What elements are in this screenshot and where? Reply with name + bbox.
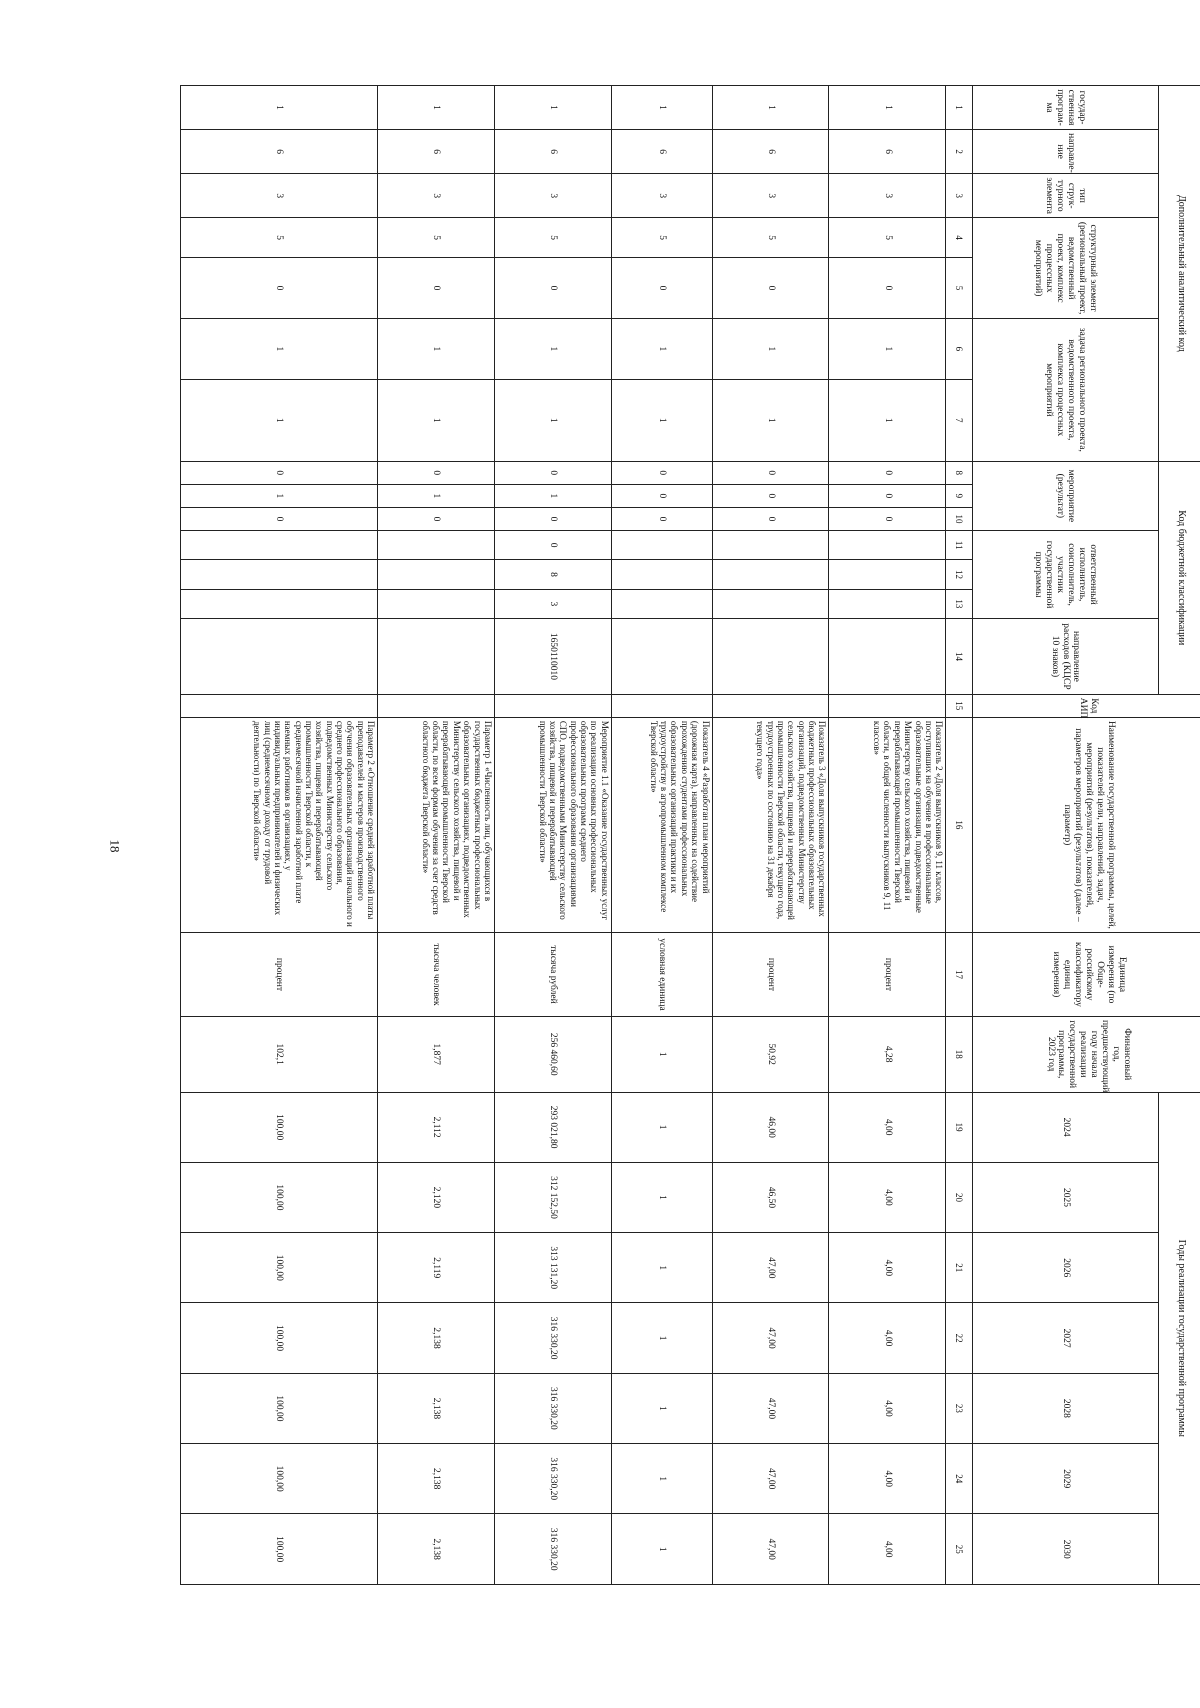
code-cell: 1 [829,318,946,379]
code-cell [181,560,378,589]
column-number: 10 [946,507,972,530]
code-cell: 1 [378,379,495,461]
code-cell: 0 [829,507,946,530]
code-cell [378,560,495,589]
code-cell: 6 [181,130,378,174]
year-value: 1 [611,1514,712,1585]
column-number: 21 [946,1233,972,1303]
unit-cell: тысяча человек [378,933,495,1017]
year-value: 4,00 [829,1303,946,1373]
header-program: государ-ственная програм-ма [972,86,1158,130]
code-cell: 3 [829,174,946,218]
unit-cell: процент [712,933,829,1017]
code-cell: 3 [611,174,712,218]
column-number: 25 [946,1514,972,1585]
code-cell [181,694,378,717]
code-cell: 1 [611,379,712,461]
code-cell: 0 [712,507,829,530]
code-cell [829,589,946,618]
indicator-name: Показатель 4 «Разработан план мероприятий (дорожная карта), направленных на содействие прохождению студентами профессиональных образовательных организаций практики и их трудоустройству в агропромышленном комплексе Тверской области» [611,717,712,932]
code-cell: 1 [181,379,378,461]
year-value: 2,138 [378,1303,495,1373]
code-cell [494,694,611,717]
code-cell: 6 [611,130,712,174]
indicator-name: Мероприятие 1.1 «Оказание государственных услуг по реализации основных профессиональных образовательных программ среднего профессионального образования организациями СПО, подведомственными Министерству сельского хозяйства, пищевой и перерабатывающей промышленности Тверской области» [494,717,611,932]
code-cell: 1 [494,318,611,379]
column-number: 6 [946,318,972,379]
header-task: задача регионального проекта, ведомственного проекта, комплекса процессных мероприятий [972,318,1158,461]
code-cell: 5 [181,218,378,258]
code-cell [181,589,378,618]
table-row [712,86,829,1585]
year-value: 2,138 [378,1514,495,1585]
year-value: 47,00 [712,1514,829,1585]
year-value: 4,00 [829,1444,946,1514]
year-value: 2,120 [378,1162,495,1232]
code-cell: 6 [712,130,829,174]
year-value: 46,00 [712,1092,829,1162]
column-number: 3 [946,174,972,218]
code-cell [378,589,495,618]
header-year: 2028 [972,1373,1158,1443]
column-number: 15 [946,694,972,717]
base-value: 50,92 [712,1016,829,1092]
indicator-name: Параметр 1 «Численность лиц, обучающихся в государственных бюджетных профессиональных образовательных организациях, подведомственных Министерству сельского хозяйства, пищевой и перерабатывающей промышленности Тверской области, по всем формам обучения за счет средств областного бюджета Тверской области» [378,717,495,932]
column-number: 9 [946,484,972,507]
code-cell: 5 [611,218,712,258]
column-number: 17 [946,933,972,1017]
header-year: 2030 [972,1514,1158,1585]
column-number: 16 [946,717,972,932]
code-cell: 0 [494,507,611,530]
year-value: 47,00 [712,1444,829,1514]
code-cell: 1 [829,379,946,461]
column-number: 11 [946,530,972,559]
code-cell: 1 [181,318,378,379]
header-unit: Единица измерения (по Обще-российскому классификатору единиц измерения) [972,933,1200,1017]
header-row-1 [1158,86,1200,1585]
year-value: 316 330,20 [494,1514,611,1585]
year-value: 100,00 [181,1514,378,1585]
table-row [181,86,378,1585]
column-number: 24 [946,1444,972,1514]
year-value: 4,00 [829,1373,946,1443]
code-cell [712,560,829,589]
column-number: 18 [946,1016,972,1092]
year-value: 2,112 [378,1092,495,1162]
code-cell [829,619,946,695]
header-base-year: Финансовый год, предшествующий году начала реализации государственной программы, 2023 год [972,1016,1200,1092]
code-cell: 0 [181,258,378,319]
document-page-rotated [180,85,1200,1585]
header-measure: мероприятие (результат) [972,461,1158,530]
code-cell: 0 [829,258,946,319]
column-number: 4 [946,218,972,258]
page-number: 18 [107,839,123,853]
year-value: 1 [611,1092,712,1162]
code-cell: 1 [611,86,712,130]
code-cell: 0 [611,461,712,484]
column-number: 12 [946,560,972,589]
code-cell: 1 [181,484,378,507]
code-cell [611,589,712,618]
code-cell: 1 [712,318,829,379]
year-value: 2,138 [378,1373,495,1443]
code-cell [712,694,829,717]
code-cell [829,560,946,589]
code-cell: 5 [712,218,829,258]
code-cell [378,694,495,717]
column-number-row [946,86,972,1585]
column-number: 5 [946,258,972,319]
indicator-name: Показатель 3 «Доля выпускников государственных бюджетных профессиональных образовательных организаций, подведомственных Министерству сельского хозяйства, пищевой и перерабатывающей промышленности Тверской области, текущего года, трудоустроенных по состоянию на 31 декабря текущего года» [712,717,829,932]
header-code-aip: Код АИП [972,694,1200,717]
code-cell: 1 [829,86,946,130]
column-number: 23 [946,1373,972,1443]
code-cell [611,619,712,695]
year-value: 47,00 [712,1233,829,1303]
table-row [494,86,611,1585]
column-number: 19 [946,1092,972,1162]
code-cell: 3 [181,174,378,218]
unit-cell: тысяча рублей [494,933,611,1017]
year-value: 316 330,20 [494,1303,611,1373]
column-number: 14 [946,619,972,695]
year-value: 1 [611,1233,712,1303]
header-years-group: Годы реализации государственной программы [1158,1092,1200,1584]
code-cell: 0 [494,530,611,559]
year-value: 100,00 [181,1303,378,1373]
year-value: 4,00 [829,1162,946,1232]
header-additional-code: Дополнительный аналитический код [1158,86,1200,462]
column-number: 20 [946,1162,972,1232]
code-cell: 1 [378,484,495,507]
year-value: 2,138 [378,1444,495,1514]
code-cell: 1 [378,318,495,379]
code-cell [829,530,946,559]
code-cell: 1 [712,379,829,461]
code-cell [378,619,495,695]
year-value: 2,119 [378,1233,495,1303]
year-value: 1 [611,1444,712,1514]
year-value: 100,00 [181,1233,378,1303]
unit-cell: условная единица [611,933,712,1017]
base-value: 102,1 [181,1016,378,1092]
code-cell: 5 [829,218,946,258]
code-cell: 0 [181,461,378,484]
code-cell: 0 [378,461,495,484]
code-cell: 0 [712,461,829,484]
header-expense: направление расходов (КЦСР 10 знаков) [972,619,1158,695]
code-cell: 0 [611,258,712,319]
code-cell: 3 [378,174,495,218]
base-value: 1 [611,1016,712,1092]
code-cell [611,560,712,589]
year-value: 100,00 [181,1444,378,1514]
year-value: 100,00 [181,1373,378,1443]
code-cell [712,589,829,618]
year-value: 1 [611,1303,712,1373]
code-cell [611,530,712,559]
code-cell: 3 [712,174,829,218]
year-value: 46,50 [712,1162,829,1232]
code-cell: 1 [494,484,611,507]
code-cell: 1 [712,86,829,130]
column-number: 13 [946,589,972,618]
code-cell: 1 [494,379,611,461]
code-cell: 6 [829,130,946,174]
code-cell [181,530,378,559]
code-cell [378,530,495,559]
table-row [611,86,712,1585]
code-cell: 0 [829,461,946,484]
base-value: 4,28 [829,1016,946,1092]
year-value: 100,00 [181,1162,378,1232]
year-value: 100,00 [181,1092,378,1162]
code-cell: 0 [829,484,946,507]
header-name: Наименование государственной программы, целей, показателей цели, направлений, задач, мероприятий (результатов), показателей, параметров мероприятий (результатов) (далее – параметр) [972,717,1200,932]
column-number: 8 [946,461,972,484]
header-budget-code: Код бюджетной классификации [1158,461,1200,694]
table-row [829,86,946,1585]
code-cell [829,694,946,717]
year-value: 47,00 [712,1373,829,1443]
year-value: 4,00 [829,1233,946,1303]
code-cell: 0 [494,258,611,319]
code-cell: 0 [378,507,495,530]
code-cell: 6 [494,130,611,174]
code-cell: 3 [494,589,611,618]
table-row [378,86,495,1585]
indicator-name: Параметр 2 «Отношение средней заработной платы преподавателей и мастеров производственного обучения образовательных организаций начального и среднего профессионального образования, подведомственных Министерству сельского хозяйства, пищевой и перерабатывающей промышленности Тверской области, к среднемесячной начисленной заработной плате наемных работников в организациях, у индивидуальных предпринимателей и физических лиц (среднемесячному доходу от трудовой деятельности) по Тверской области» [181,717,378,932]
indicator-name: Показатель 2 «Доля выпускников 9, 11 классов, поступивших на обучение в профессиональные образовательные организации, подведомственные Министерству сельского хозяйства, пищевой и перерабатывающей промышленности Тверской области, в общей численности выпускников 9, 11 классов» [829,717,946,932]
code-cell [712,619,829,695]
code-cell: 5 [378,218,495,258]
year-value: 47,00 [712,1303,829,1373]
code-cell: 5 [494,218,611,258]
unit-cell: процент [181,933,378,1017]
code-cell: 0 [611,484,712,507]
code-cell: 0 [611,507,712,530]
code-cell [712,530,829,559]
header-year: 2024 [972,1092,1158,1162]
column-number: 22 [946,1303,972,1373]
code-cell: 0 [378,258,495,319]
header-executor: ответственный исполнитель, соисполнитель, участник государственной программы [972,530,1158,618]
year-value: 1 [611,1373,712,1443]
header-year: 2029 [972,1444,1158,1514]
header-year: 2027 [972,1303,1158,1373]
header-struct-type: тип струк-турного элемента [972,174,1158,218]
year-value: 316 330,20 [494,1373,611,1443]
code-cell: 1 [378,86,495,130]
code-cell [181,619,378,695]
code-cell: 1 [181,86,378,130]
code-cell: 1 [494,86,611,130]
base-value: 1,877 [378,1016,495,1092]
column-number: 7 [946,379,972,461]
year-value: 1 [611,1162,712,1232]
year-value: 316 330,20 [494,1444,611,1514]
column-number: 1 [946,86,972,130]
column-number: 2 [946,130,972,174]
year-value: 4,00 [829,1514,946,1585]
header-direction: направле-ние [972,130,1158,174]
code-cell: 8 [494,560,611,589]
code-cell: 1 [611,318,712,379]
code-cell: 0 [712,484,829,507]
year-value: 313 131,20 [494,1233,611,1303]
header-year: 2025 [972,1162,1158,1232]
header-year: 2026 [972,1233,1158,1303]
code-cell: 1650110010 [494,619,611,695]
year-value: 293 021,80 [494,1092,611,1162]
code-cell: 0 [712,258,829,319]
base-value: 256 460,60 [494,1016,611,1092]
code-cell: 0 [181,507,378,530]
year-value: 4,00 [829,1092,946,1162]
code-cell: 6 [378,130,495,174]
unit-cell: процент [829,933,946,1017]
code-cell: 0 [494,461,611,484]
code-cell: 3 [494,174,611,218]
header-struct-element: структурный элемент (региональный проект, ведомственный проект, комплекс процессных мероприятий) [972,218,1158,319]
code-cell [611,694,712,717]
program-table [180,85,1200,1585]
year-value: 312 152,50 [494,1162,611,1232]
